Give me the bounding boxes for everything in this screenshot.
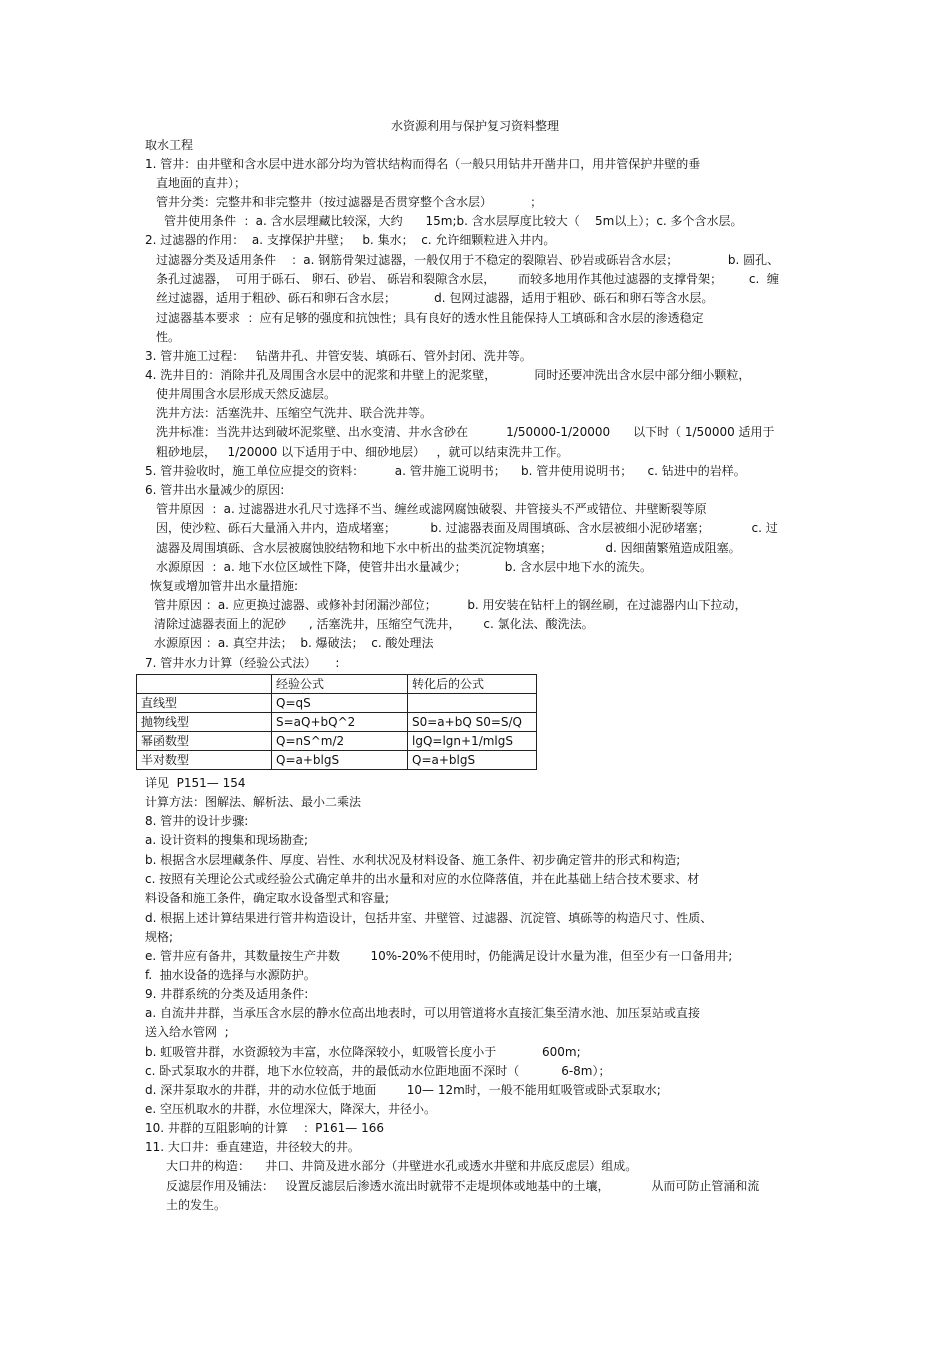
text-line: c. 卧式泵取水的井群，地下水位较高，井的最低动水位距地面不深时（ 6-8m）；	[145, 1064, 611, 1078]
table-cell: Q=qS	[272, 694, 408, 713]
text-line: 粗砂地层， 1/20000 以下适用于中、细砂地层） ，就可以结束洗井工作。	[156, 445, 569, 459]
text-line: 2. 过滤器的作用： a. 支撑保护井壁； b. 集水； c. 允许细颗粒进入井内。	[145, 233, 556, 247]
text-line: a. 设计资料的搜集和现场勘查;	[145, 833, 309, 847]
text-line: 使井周围含水层形成天然反滤层。	[156, 387, 337, 401]
text-line: f. 抽水设备的选择与水源防护。	[145, 968, 316, 982]
text-line: 反滤层作用及铺法： 设置反滤层后渗透水流出时就带不走堤坝体或地基中的土壤， 从而可防止管涌和流	[166, 1179, 760, 1193]
table-cell: Q=a+blgS	[272, 751, 408, 770]
text-line: 9. 井群系统的分类及适用条件:	[145, 987, 309, 1001]
text-line: 送入给水管网 ;	[145, 1025, 229, 1039]
text-line: 土的发生。	[166, 1198, 227, 1212]
table-row	[137, 713, 537, 732]
text-line: 8. 管井的设计步骤:	[145, 814, 249, 828]
text-line: 因，使沙粒、砾石大量涌入井内，造成堵塞； b. 过滤器表面及周围填砾、含水层被细小泥砂堵塞； c. 过	[156, 521, 778, 535]
text-line: 详见 P151— 154	[145, 776, 246, 790]
text-line: e. 空压机取水的井群，水位埋深大，降深大，井径小。	[145, 1102, 437, 1116]
table-header-row	[137, 675, 537, 694]
table-cell	[137, 675, 272, 694]
text-line: 计算方法：图解法、解析法、最小二乘法	[145, 795, 362, 809]
text-line: 5. 管井验收时，施工单位应提交的资料： a. 管井施工说明书； b. 管井使用说明书； c. 钻进中的岩样。	[145, 464, 746, 478]
text-line: 7. 管井水力计算（经验公式法） :	[145, 656, 340, 670]
table-row	[137, 732, 537, 751]
text-line: 过滤器分类及适用条件 ：a. 钢筋骨架过滤器，一般仅用于不稳定的裂隙岩、砂岩或砾岩含水层； b. 圆孔、	[156, 253, 780, 267]
text-line: 管井使用条件 ：a. 含水层埋藏比较深，大约 15m;b. 含水层厚度比较大（ 5m以上）；c. 多个含水层。	[164, 214, 743, 228]
text-line: 11. 大口井：垂直建造，井径较大的井。	[145, 1140, 360, 1154]
text-line: 丝过滤器，适用于粗砂、砾石和卵石含水层； d. 包网过滤器，适用于粗砂、砾石和卵石等含水层。	[156, 291, 714, 305]
text-line: 1. 管井：由井壁和含水层中进水部分均为管状结构而得名（一般只用钻井开凿井口，用井管保护井壁的垂	[145, 157, 701, 171]
text-line: 10. 井群的互阻影响的计算 ：P161— 166	[145, 1121, 385, 1135]
text-line: c. 按照有关理论公式或经验公式确定单井的出水量和对应的水位降落值，并在此基础上结合技术要求、材	[145, 872, 700, 886]
table-cell: 转化后的公式	[408, 675, 537, 694]
text-line: e. 管井应有备井，其数量按生产井数 10%-20%不使用时，仍能满足设计水量为准，但至少有一口备用井;	[145, 949, 733, 963]
text-line: 洗井标准：当洗井达到破坏泥浆壁、出水变清、井水含砂在 1/50000-1/20000 以下时（ 1/50000 适用于	[156, 425, 775, 439]
text-line: 管井分类：完整井和非完整井（按过滤器是否贯穿整个含水层） ；	[156, 195, 543, 209]
table-cell: Q=nS^m/2	[272, 732, 408, 751]
table-cell: S0=a+bQ S0=S/Q	[408, 713, 537, 732]
table-cell: 直线型	[137, 694, 272, 713]
text-line: 管井原因 ：a. 应更换过滤器、或修补封闭漏沙部位； b. 用安装在钻杆上的钢丝刷，在过滤器内山下拉动，	[154, 598, 747, 612]
section-heading: 取水工程	[145, 138, 194, 152]
table-cell: 经验公式	[272, 675, 408, 694]
text-line: 性。	[156, 330, 181, 344]
text-line: 洗井方法：活塞洗井、压缩空气洗井、联合洗井等。	[156, 406, 433, 420]
text-line: a. 自流井井群，当承压含水层的静水位高出地表时，可以用管道将水直接汇集至清水池、加压泵站或直接	[145, 1006, 700, 1020]
table-cell: lgQ=lgn+1/mlgS	[408, 732, 537, 751]
table-cell: 抛物线型	[137, 713, 272, 732]
table-row	[137, 751, 537, 770]
text-line: 水源原因 ：a. 真空井法； b. 爆破法； c. 酸处理法	[154, 636, 434, 650]
text-line: b. 虹吸管井群，水资源较为丰富，水位降深较小，虹吸管长度小于 600m;	[145, 1045, 581, 1059]
formula-table	[136, 674, 537, 770]
text-line: d. 深井泵取水的井群，井的动水位低于地面 10— 12m时，一般不能用虹吸管或卧式泵取水;	[145, 1083, 661, 1097]
table-cell: 半对数型	[137, 751, 272, 770]
table-row	[137, 694, 537, 713]
table-cell: Q=a+blgS	[408, 751, 537, 770]
table-cell: S=aQ+bQ^2	[272, 713, 408, 732]
text-line: 管井原因 ：a. 过滤器进水孔尺寸选择不当、缠丝或滤网腐蚀破裂、井管接头不严或错位、井壁断裂等原	[156, 502, 707, 516]
text-line: d. 根据上述计算结果进行管井构造设计，包括井室、井壁管、过滤器、沉淀管、填砾等的构造尺寸、性质、	[145, 911, 713, 925]
document-title: 水资源利用与保护复习资料整理	[390, 119, 559, 133]
text-line: 大口井的构造： 井口、井筒及进水部分（井壁进水孔或透水井壁和井底反虑层）组成。	[166, 1159, 638, 1173]
table-cell	[408, 694, 537, 713]
text-line: 规格;	[145, 930, 174, 944]
text-line: 6. 管井出水量减少的原因:	[145, 483, 285, 497]
text-line: 料设备和施工条件，确定取水设备型式和容量;	[145, 891, 390, 905]
text-line: 4. 洗井目的：消除井孔及周围含水层中的泥浆和井壁上的泥浆壁， 同时还要冲洗出含水层中部分细小颗粒，	[145, 368, 751, 382]
table-cell: 幂函数型	[137, 732, 272, 751]
text-line: b. 根据含水层埋藏条件、厚度、岩性、水利状况及材料设备、施工条件、初步确定管井的形式和构造;	[145, 853, 681, 867]
text-line: 3. 管井施工过程： 钻凿井孔、井管安装、填砾石、管外封闭、洗井等。	[145, 349, 532, 363]
text-line: 水源原因 ：a. 地下水位区域性下降，使管井出水量减少； b. 含水层中地下水的流失。	[156, 560, 653, 574]
text-line: 直地面的直井）；	[156, 176, 247, 190]
text-line: 条孔过滤器， 可用于砾石、 卵石、砂岩、 砾岩和裂隙含水层， 而较多地用作其他过滤器的支撑骨架； c. 缠	[156, 272, 779, 286]
text-line: 滤器及周围填砾、含水层被腐蚀胶结物和地下水中析出的盐类沉淀物填塞； d. 因细菌繁殖造成阻塞。	[156, 541, 741, 555]
text-line: 过滤器基本要求 ：应有足够的强度和抗蚀性；具有良好的透水性且能保持人工填砾和含水层的渗透稳定	[156, 311, 704, 325]
text-line: 清除过滤器表面上的泥砂 , 活塞洗井，压缩空气洗井， c. 氯化法、酸洗法。	[154, 617, 594, 631]
text-line: 恢复或增加管井出水量措施:	[150, 579, 299, 593]
